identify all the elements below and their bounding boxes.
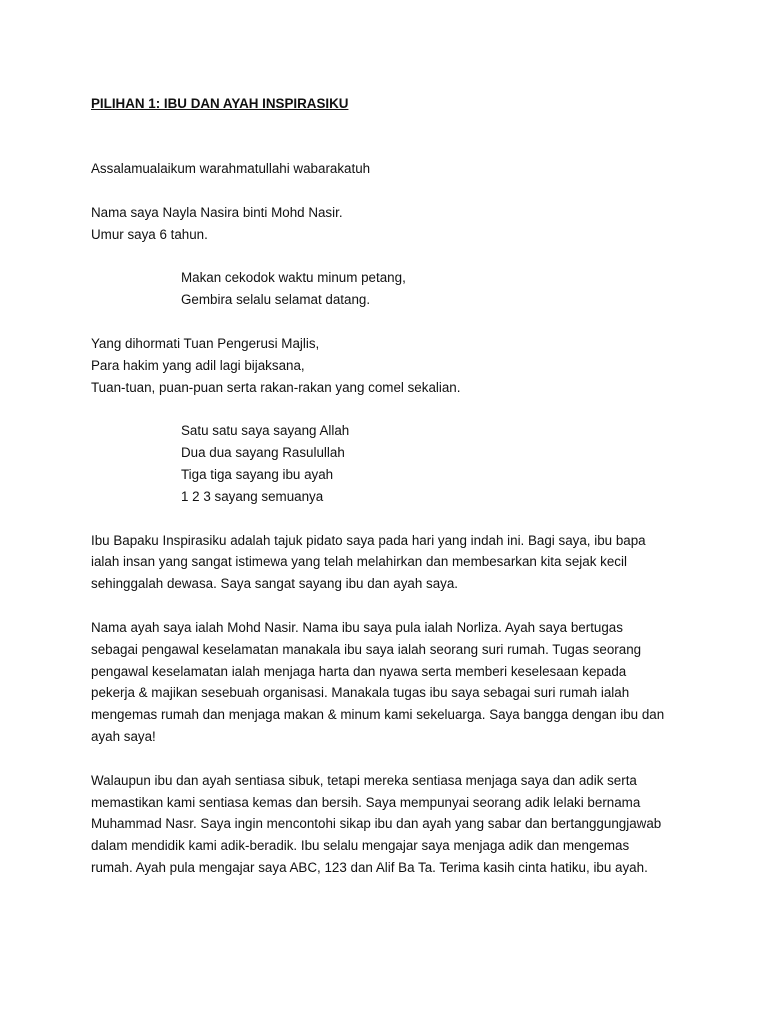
paragraph-line: Nama ayah saya ialah Mohd Nasir. Nama ibu saya pula ialah Norliza. Ayah saya bertugas xyxy=(91,619,623,635)
song-line: Dua dua sayang Rasulullah xyxy=(181,445,345,461)
paragraph-line: sebagai pengawal keselamatan manakala ibu saya ialah seorang suri rumah. Tugas seorang xyxy=(91,641,642,657)
salutation-line: Tuan-tuan, puan-puan serta rakan-rakan yang comel sekalian. xyxy=(91,379,461,395)
paragraph-line: Walaupun ibu dan ayah sentiasa sibuk, tetapi mereka sentiasa menjaga saya dan adik serta xyxy=(91,772,637,788)
intro-line: Nama saya Nayla Nasira binti Mohd Nasir. xyxy=(91,204,343,220)
paragraph-line: pekerja & majikan sesebuah organisasi. Manakala tugas ibu saya sebagai suri rumah ialah xyxy=(91,685,630,701)
paragraph-line: rumah. Ayah pula mengajar saya ABC, 123 dan Alif Ba Ta. Terima kasih cinta hatiku, ibu ayah. xyxy=(91,859,648,875)
paragraph-line: ayah saya! xyxy=(91,728,156,744)
salutations-block xyxy=(91,333,691,398)
song-line: Satu satu saya sayang Allah xyxy=(181,423,350,439)
paragraph-line: pengawal keselamatan ialah menjaga harta dan nyawa serta memberi keselesaan kepada xyxy=(91,663,627,679)
intro-block xyxy=(91,202,691,246)
paragraph-line: Muhammad Nasr. Saya ingin mencontohi sikap ibu dan ayah yang sabar dan bertanggungjawab xyxy=(91,816,662,832)
paragraph-line: mengemas rumah dan menjaga makan & minum kami sekeluarga. Saya bangga dengan ibu dan xyxy=(91,707,665,723)
document-body xyxy=(91,93,691,879)
salutation-line: Para hakim yang adil lagi bijaksana, xyxy=(91,357,305,373)
paragraph-2 xyxy=(91,617,691,748)
intro-line: Umur saya 6 tahun. xyxy=(91,226,208,242)
paragraph-1 xyxy=(91,530,691,595)
song-line: 1 2 3 sayang semuanya xyxy=(181,488,324,504)
paragraph-line: sehinggalah dewasa. Saya sangat sayang ibu dan ayah saya. xyxy=(91,576,459,592)
paragraph-line: Ibu Bapaku Inspirasiku adalah tajuk pidato saya pada hari yang indah ini. Bagi saya, ibu bapa xyxy=(91,532,646,548)
salutation-line: Yang dihormati Tuan Pengerusi Majlis, xyxy=(91,335,320,351)
paragraph-3 xyxy=(91,770,691,879)
greeting-line: Assalamualaikum warahmatullahi wabarakatuh xyxy=(91,161,371,176)
song-block xyxy=(91,420,691,507)
pantun-line: Makan cekodok waktu minum petang, xyxy=(181,270,406,286)
pantun-line: Gembira selalu selamat datang. xyxy=(181,292,371,308)
paragraph-line: dalam mendidik kami adik-beradik. Ibu selalu mengajar saya menjaga adik dan mengemas xyxy=(91,838,630,854)
document-title: PILIHAN 1: IBU DAN AYAH INSPIRASIKU xyxy=(91,96,349,111)
song-line: Tiga tiga sayang ibu ayah xyxy=(181,466,334,482)
pantun-block xyxy=(91,267,691,311)
paragraph-line: ialah insan yang sangat istimewa yang telah melahirkan dan membesarkan kita sejak kecil xyxy=(91,554,627,570)
paragraph-line: memastikan kami sentiasa kemas dan bersih. Saya mempunyai seorang adik lelaki bernama xyxy=(91,794,641,810)
